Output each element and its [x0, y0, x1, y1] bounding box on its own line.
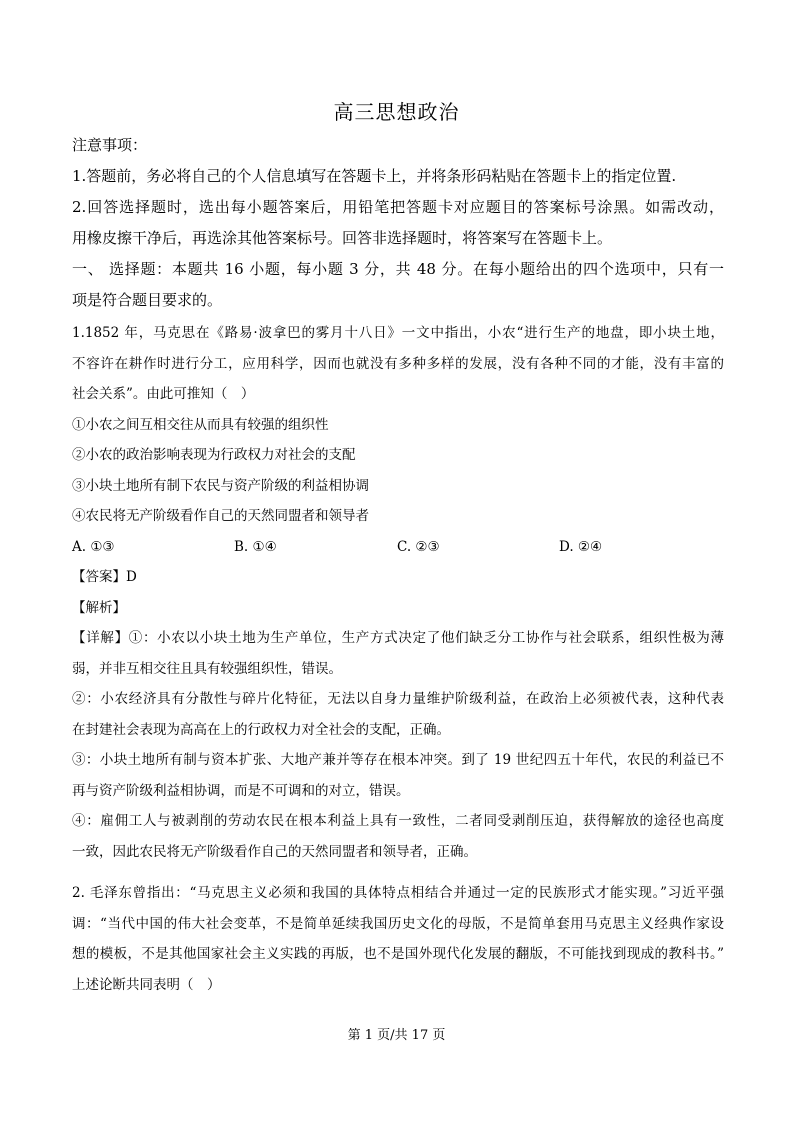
- document-title: 高三思想政治: [333, 100, 460, 124]
- q2-stem-line: 想的模板，不是其他国家社会主义实践的再版，也不是国外现代化发展的翻版，不可能找到现成的教科书。”: [72, 946, 724, 962]
- q1-stem-line: 社会关系”。由此可推知（ ）: [72, 386, 255, 402]
- q1-analysis-line: 一致，因此农民将无产阶级看作自己的天然同盟者和领导者，正确。: [72, 843, 477, 860]
- q1-analysis-line: 再与资产阶级利益相协调，而是不可调和的对立，错误。: [72, 782, 410, 799]
- page-footer: 第 1 页/共 17 页: [347, 1028, 446, 1043]
- q1-options: [72, 532, 724, 563]
- notice-section: [72, 130, 724, 316]
- q1-analysis-line: 弱，并非互相交往且具有较强组织性，错误。: [72, 660, 342, 677]
- question-1: [72, 318, 724, 867]
- q1-option-b: B. ①④: [234, 538, 277, 555]
- q1-analysis-line: ③：小块土地所有制与资本扩张、大地产兼并等存在根本冲突。到了 19 世纪四五十年代，农民的利益已不: [72, 752, 724, 768]
- q1-option-a: A. ①③: [72, 538, 115, 555]
- q1-statement-1: ①小农之间互相交往从而具有较强的组织性: [72, 416, 329, 433]
- question-2: [72, 878, 724, 1000]
- q2-stem-line: 调：“当代中国的伟大社会变革，不是简单延续我国历史文化的母版，不是简单套用马克思主义经典作家设: [72, 915, 724, 932]
- notice-item-1: 1.答题前，务必将自己的个人信息填写在答题卡上，并将条形码粘贴在答题卡上的指定位置.: [72, 167, 677, 185]
- notice-item-2-line-2: 用橡皮擦干净后，再选涂其他答案标号。回答非选择题时，将答案写在答题卡上。: [72, 229, 613, 247]
- q1-option-d: D. ②④: [559, 538, 603, 555]
- q1-statement-3: ③小块土地所有制下农民与资产阶级的利益相协调: [72, 477, 369, 494]
- q1-analysis-line: 在封建社会表现为高高在上的行政权力对全社会的支配，正确。: [72, 721, 450, 738]
- q2-stem-line: 上述论断共同表明（ ）: [72, 976, 221, 993]
- notice-heading: 注意事项：: [72, 136, 148, 154]
- q1-analysis-line: ④：雇佣工人与被剥削的劳动农民在根本利益上具有一致性，二者同受剥削压迫，获得解放的途径也高度: [72, 813, 724, 829]
- q1-answer: 【答案】D: [72, 569, 137, 585]
- q1-analysis-line: ②：小农经济具有分散性与碎片化特征，无法以自身力量维护阶级利益，在政治上必须被代表，这种代表: [72, 691, 724, 707]
- q1-option-c: C. ②③: [397, 538, 440, 555]
- section-heading-line-1: 一、 选择题：本题共 16 小题，每小题 3 分，共 48 分。在每小题给出的四个选项中，只有一: [72, 260, 724, 278]
- q1-statement-2: ②小农的政治影响表现为行政权力对社会的支配: [72, 447, 356, 463]
- q1-statement-4: ④农民将无产阶级看作自己的天然同盟者和领导者: [72, 508, 369, 524]
- q1-analysis-line: 【详解】①：小农以小块土地为生产单位，生产方式决定了他们缺乏分工协作与社会联系，组织性极为薄: [72, 630, 724, 646]
- section-heading-line-2: 项是符合题目要求的。: [72, 291, 223, 309]
- q1-stem-line: 不容许在耕作时进行分工，应用科学，因而也就没有多种多样的发展，没有各种不同的才能，没有丰富的: [72, 355, 724, 372]
- q2-stem-line: 2. 毛泽东曾指出：“马克思主义必须和我国的具体特点相结合并通过一定的民族形式才能实现。”习近平强: [72, 885, 724, 901]
- q1-stem-line: 1.1852 年，马克思在《路易·波拿巴的雾月十八日》一文中指出，小农“进行生产的地盘，即小块土地，: [72, 325, 724, 341]
- notice-item-2-line-1: 2.回答选择题时，选出每小题答案后，用铅笔把答题卡对应题目的答案标号涂黑。如需改动，: [72, 198, 724, 216]
- q1-analysis-heading: 【解析】: [72, 599, 126, 616]
